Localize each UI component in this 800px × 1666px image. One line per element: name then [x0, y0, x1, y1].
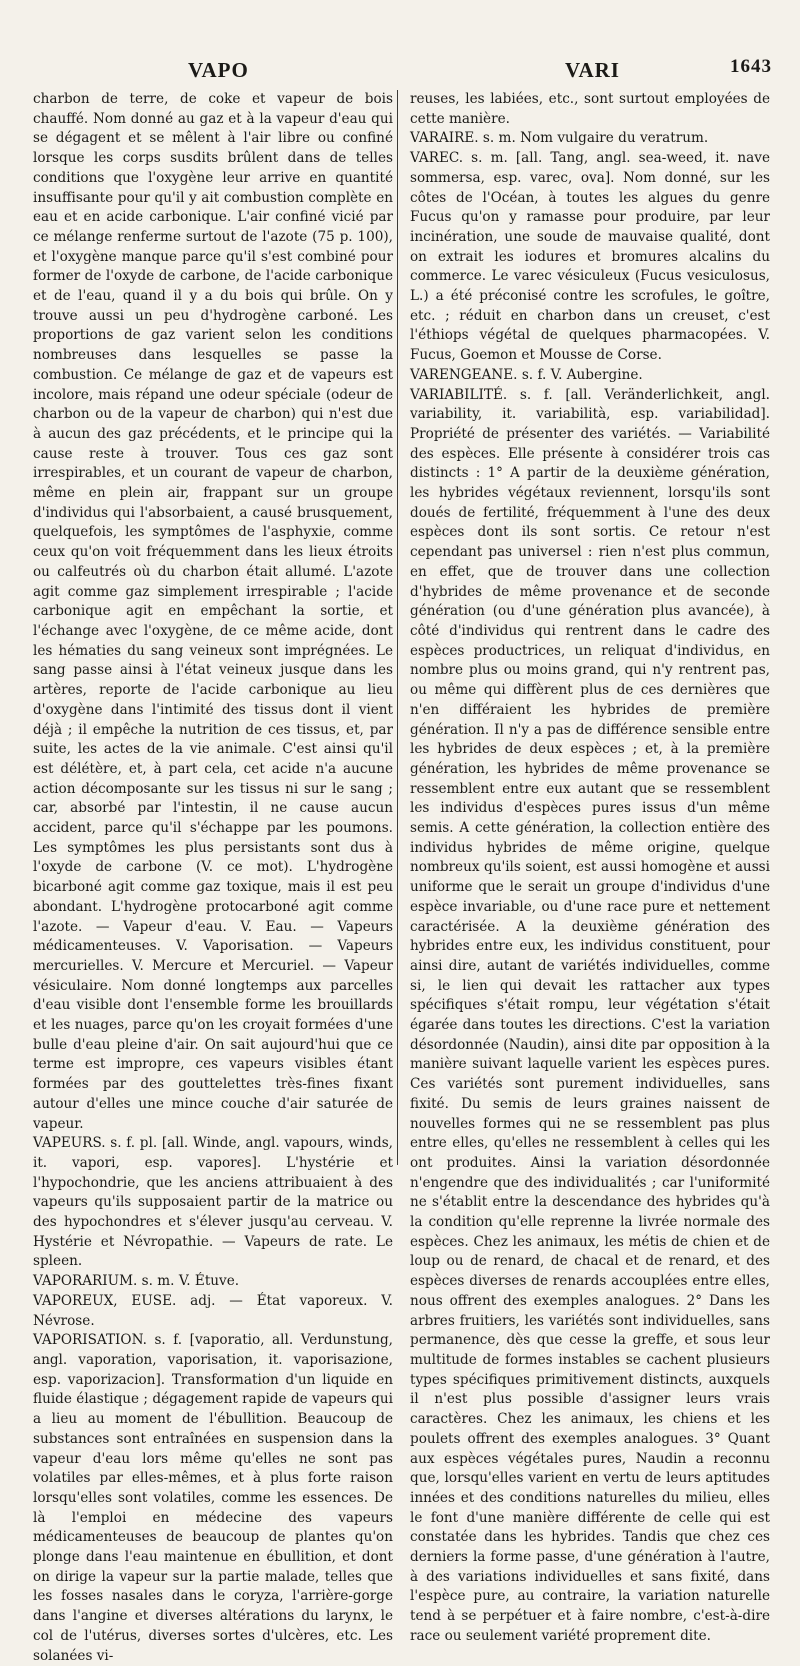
entry-paragraph: VAREC. s. m. [all. Tang, angl. sea-weed, it. nave sommersa, esp. varec, ova]. Nom donné, sur les côtes de l'Océan, à toutes les algues du genre Fucus qu'on y ramasse pour produire, par leur incinération, une soude de mauvaise qualité, dont on extrait les iodures et bromures alcalins du commerce. Le varec vésiculeux (Fucus vesiculosus, L.) a été préconisé contre les scrofules, le goître, etc. ; réduit en charbon dans un creuset, c'est l'éthiops végétal de quelques pharmacopées. V. Fucus, Goemon et Mousse de Corse.: [410, 150, 770, 364]
entry-paragraph: VARAIRE. s. m. Nom vulgaire du veratrum.: [410, 130, 709, 147]
entry-paragraph: VARENGEANE. s. f. V. Aubergine.: [410, 366, 643, 383]
entry-paragraph: VAPOREUX, EUSE. adj. — État vaporeux. V. Névrose.: [33, 1292, 393, 1329]
entry-paragraph: VAPORISATION. s. f. [vaporatio, all. Verdunstung, angl. vaporation, vaporisation, it. vaporisazione, esp. vaporizacion]. Transformation d'un liquide en fluide élastique ; dégagement rapide de vapeurs qui a lieu au moment de l'ébullition. Beaucoup de substances sont entraînées en suspension dans la vapeur d'eau lors même qu'elles ne sont pas volatiles par elles-mêmes, et à plus forte raison lorsqu'elles sont volatiles, comme les essences. De là l'emploi en médecine des vapeurs médicamenteuses de beaucoup de plantes qu'on plonge dans l'eau maintenue en ébullition, et dont on dirige la vapeur sur la partie malade, telles que les fosses nasales dans le coryza, l'arrière-gorge dans l'angine et diverses altérations du larynx, le col de l'utérus, diverses sortes d'ulcères, etc. Les solanées vi-: [33, 1332, 393, 1664]
running-head-left: VAPO: [188, 58, 249, 82]
right-column: [410, 90, 770, 1644]
entry-paragraph: VAPORARIUM. s. m. V. Étuve.: [33, 1273, 240, 1290]
column-rule: [397, 90, 398, 1165]
page-number: 1643: [730, 56, 772, 77]
running-head-right: VARI: [565, 58, 620, 82]
left-column: [33, 90, 393, 1664]
entry-paragraph: charbon de terre, de coke et vapeur de bois chauffé. Nom donné au gaz et à la vapeur d'eau qui se dégagent et se mêlent à l'air libre ou confiné lorsque les corps susdits brûlent dans de telles conditions que l'oxygène leur arrive en quantité insuffisante pour qu'il y ait combustion complète en eau et en acide carbonique. L'air confiné vicié par ce mélange renferme surtout de l'azote (75 p. 100), et l'oxygène manque parce qu'il s'est combiné pour former de l'oxyde de carbone, de l'acide carbonique et de l'eau, quand il y a du bois qui brûle. On y trouve aussi un peu d'hydrogène carboné. Les proportions de gaz varient selon les conditions nombreuses dans lesquelles se passe la combustion. Ce mélange de gaz et de vapeurs est incolore, mais répand une odeur spéciale (odeur de charbon ou de la vapeur de charbon) qui n'est due à aucun des gaz précédents, et le principe qui la cause reste à trouver. Tous ces gaz sont irrespirables, et un courant de vapeur de charbon, même en plein air, frappant sur un groupe d'individus qui l'absorbaient, a causé brusquement, quelquefois, les symptômes de l'asphyxie, comme ceux qu'on voit fréquemment dans les lieux étroits ou calfeutrés où du charbon était allumé. L'azote agit comme gaz simplement irrespirable ; l'acide carbonique agit en empêchant la sortie, et l'échange avec l'oxygène, de ce même acide, dont les hématies du sang veineux sont imprégnées. Le sang passe ainsi à l'état veineux jusque dans les artères, reporte de l'acide carbonique au lieu d'oxygène dans l'intimité des tissus dont il vient déjà ; il empêche la nutrition de ces tissus, et, par suite, les actes de la vie animale. C'est ainsi qu'il est délétère, et, à part cela, cet acide n'a aucune action décomposante sur les tissus ni sur le sang ; car, absorbé par l'intestin, il ne cause aucun accident, parce qu'il s'échappe par les poumons. Les symptômes les plus persistants sont dus à l'oxyde de carbone (V. ce mot). L'hydrogène bicarboné agit comme gaz toxique, mais il est peu abondant. L'hydrogène protocarboné agit comme l'azote. — Vapeur d'eau. V. Eau. — Vapeurs médicamenteuses. V. Vaporisation. — Vapeurs mercurielles. V. Mercure et Mercuriel. — Vapeur vésiculaire. Nom donné longtemps aux parcelles d'eau visible dont l'ensemble forme les brouillards et les nuages, parce qu'on les croyait formées d'une bulle d'eau pleine d'air. On sait aujourd'hui que ce terme est impropre, ces vapeurs visibles étant formées par des gouttelettes très-fines fixant autour d'elles une mince couche d'air saturée de vapeur.: [33, 91, 393, 1132]
entry-paragraph: reuses, les labiées, etc., sont surtout employées de cette manière.: [410, 91, 770, 127]
entry-paragraph: VARIABILITÉ. s. f. [all. Veränderlichkeit, angl. variability, it. variabilità, esp. variabilidad]. Propriété de présenter des variétés. — Variabilité des espèces. Elle présente à considérer trois cas distincts : 1° A partir de la deuxième génération, les hybrides végétaux reviennent, lorsqu'ils sont doués de fertilité, fréquemment à l'une des deux espèces dont ils sont sortis. Ce retour n'est cependant pas universel : rien n'est plus commun, en effet, que de trouver dans une collection d'hybrides de même provenance et de seconde génération (ou d'une génération plus avancée), à côté d'individus qui rentrent dans le cadre des espèces productrices, un reliquat d'individus, en nombre plus ou moins grand, qui n'y rentrent pas, ou même qui diffèrent plus de ces dernières que n'en différaient les hybrides de première génération. Il n'y a pas de différence sensible entre les hybrides de deux espèces ; et, à la première génération, les hybrides de même provenance se ressemblent entre eux autant que se ressemblent les individus d'espèces pures issus d'un même semis. A cette génération, la collection entière des individus hybrides de même origine, quelque nombreux qu'ils soient, est aussi homogène et aussi uniforme que le serait un groupe d'individus d'une espèce invariable, ou d'une race pure et nettement caractérisée. A la deuxième génération des hybrides entre eux, les individus constituent, pour ainsi dire, autant de variétés individuelles, comme si, le lien qui devait les rattacher aux types spécifiques s'était rompu, leur végétation s'était égarée dans toutes les directions. C'est la variation désordonnée (Naudin), ainsi dite par opposition à la manière suivant laquelle varient les espèces pures. Ces variétés sont purement individuelles, sans fixité. Du semis de leurs graines naissent de nouvelles formes qui ne se ressemblent pas plus entre elles, qu'elles ne ressemblent à celles qui les ont produites. Ainsi la variation désordonnée n'engendre que des individualités ; car l'uniformité ne s'établit entre la descendance des hybrides qu'à la condition qu'elle reprenne la livrée normale des espèces. Chez les animaux, les métis de chien et de loup ou de renard, de chacal et de renard, et des espèces diverses de renards accouplées entre elles, nous offrent des exemples analogues. 2° Dans les arbres fruitiers, les variétés sont individuelles, sans permanence, dès que cesse la greffe, et sous leur multitude de formes instables se cachent plusieurs types spécifiques primitivement distincts, auxquels il n'est plus possible d'assigner leurs vrais caractères. Chez les animaux, les chiens et les poulets offrent des exemples analogues. 3° Quant aux espèces végétales pures, Naudin a reconnu que, lorsqu'elles varient en vertu de leurs aptitudes innées et des conditions naturelles du milieu, elles le font d'une manière différente de celle qui est constatée dans les hybrides. Tandis que chez ces derniers la forme passe, d'une génération à l'autre, à des variations individuelles et sans fixité, dans l'espèce pure, au contraire, la variation naturelle tend à se perpétuer et à faire nombre, c'est-à-dire race ou seulement variété proprement dite.: [410, 386, 770, 1644]
entry-paragraph: VAPEURS. s. f. pl. [all. Winde, angl. vapours, winds, it. vapori, esp. vapores]. L'hystérie et l'hypochondrie, que les anciens attribuaient à des vapeurs qu'ils supposaient partir de la matrice ou des hypochondres et s'élever jusqu'au cerveau. V. Hystérie et Névropathie. — Vapeurs de rate. Le spleen.: [33, 1135, 393, 1270]
